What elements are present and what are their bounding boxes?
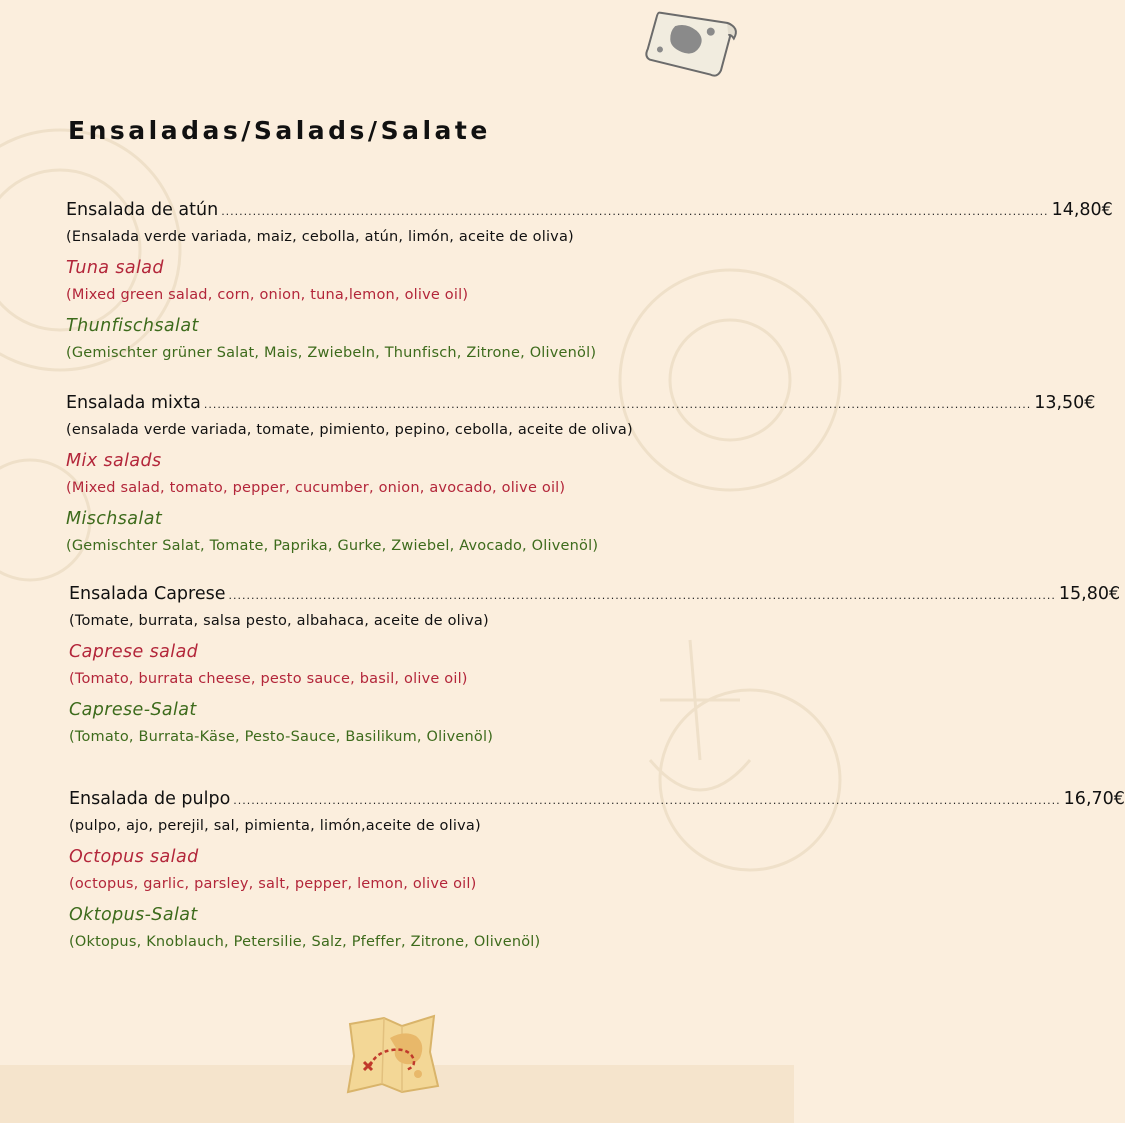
leader-dots: ........................................................................................................................................................................................ [233, 794, 1061, 807]
item-name-en: Tuna salad [66, 258, 164, 278]
item-name-es: Ensalada mixta [66, 393, 201, 413]
item-description-es: (ensalada verde variada, tomate, pimiento, pepino, cebolla, aceite de oliva) [66, 422, 633, 438]
item-name-es: Ensalada Caprese [69, 584, 226, 604]
item-price: 15,80€ [1058, 584, 1121, 604]
item-name-de: Mischsalat [66, 509, 163, 529]
item-price: 14,80€ [1051, 200, 1113, 220]
treasure-map-icon [340, 1012, 444, 1096]
item-description-es: (Tomate, burrata, salsa pesto, albahaca, aceite de oliva) [69, 613, 489, 629]
item-name-en: Caprese salad [69, 642, 199, 662]
item-price: 16,70€ [1063, 789, 1125, 809]
menu-item [69, 584, 1121, 758]
item-name-de: Thunfischsalat [66, 316, 199, 336]
treasure-map-icon [642, 6, 742, 80]
item-name-de: Caprese-Salat [69, 700, 197, 720]
page-title: Ensaladas/Salads/Salate [68, 116, 491, 145]
item-description-en: (Tomato, burrata cheese, pesto sauce, basil, olive oil) [69, 671, 468, 687]
item-description-es: (pulpo, ajo, perejil, sal, pimienta, limón,aceite de oliva) [69, 818, 481, 834]
item-description-es: (Ensalada verde variada, maiz, cebolla, atún, limón, aceite de oliva) [66, 229, 574, 245]
item-description-en: (Mixed salad, tomato, pepper, cucumber, onion, avocado, olive oil) [66, 480, 566, 496]
leader-dots: ........................................................................................................................................................................................ [228, 589, 1056, 602]
item-description-de: (Gemischter Salat, Tomate, Paprika, Gurke, Zwiebel, Avocado, Olivenöl) [66, 538, 599, 554]
menu-item [66, 393, 1096, 567]
item-description-en: (Mixed green salad, corn, onion, tuna,lemon, olive oil) [66, 287, 469, 303]
menu-item [69, 789, 1125, 963]
leader-dots: ........................................................................................................................................................................................ [221, 205, 1049, 218]
item-name-en: Mix salads [66, 451, 162, 471]
item-description-de: (Gemischter grüner Salat, Mais, Zwiebeln, Thunfisch, Zitrone, Olivenöl) [66, 345, 597, 361]
menu-item [66, 200, 1113, 374]
leader-dots: ........................................................................................................................................................................................ [203, 398, 1032, 411]
item-name-es: Ensalada de pulpo [69, 789, 231, 809]
item-description-de: (Oktopus, Knoblauch, Petersilie, Salz, Pfeffer, Zitrone, Olivenöl) [69, 934, 541, 950]
item-description-de: (Tomato, Burrata-Käse, Pesto-Sauce, Basilikum, Olivenöl) [69, 729, 494, 745]
item-name-de: Oktopus-Salat [69, 905, 198, 925]
item-description-en: (octopus, garlic, parsley, salt, pepper, lemon, olive oil) [69, 876, 477, 892]
item-name-es: Ensalada de atún [66, 200, 219, 220]
item-name-en: Octopus salad [69, 847, 199, 867]
item-price: 13,50€ [1034, 393, 1096, 413]
